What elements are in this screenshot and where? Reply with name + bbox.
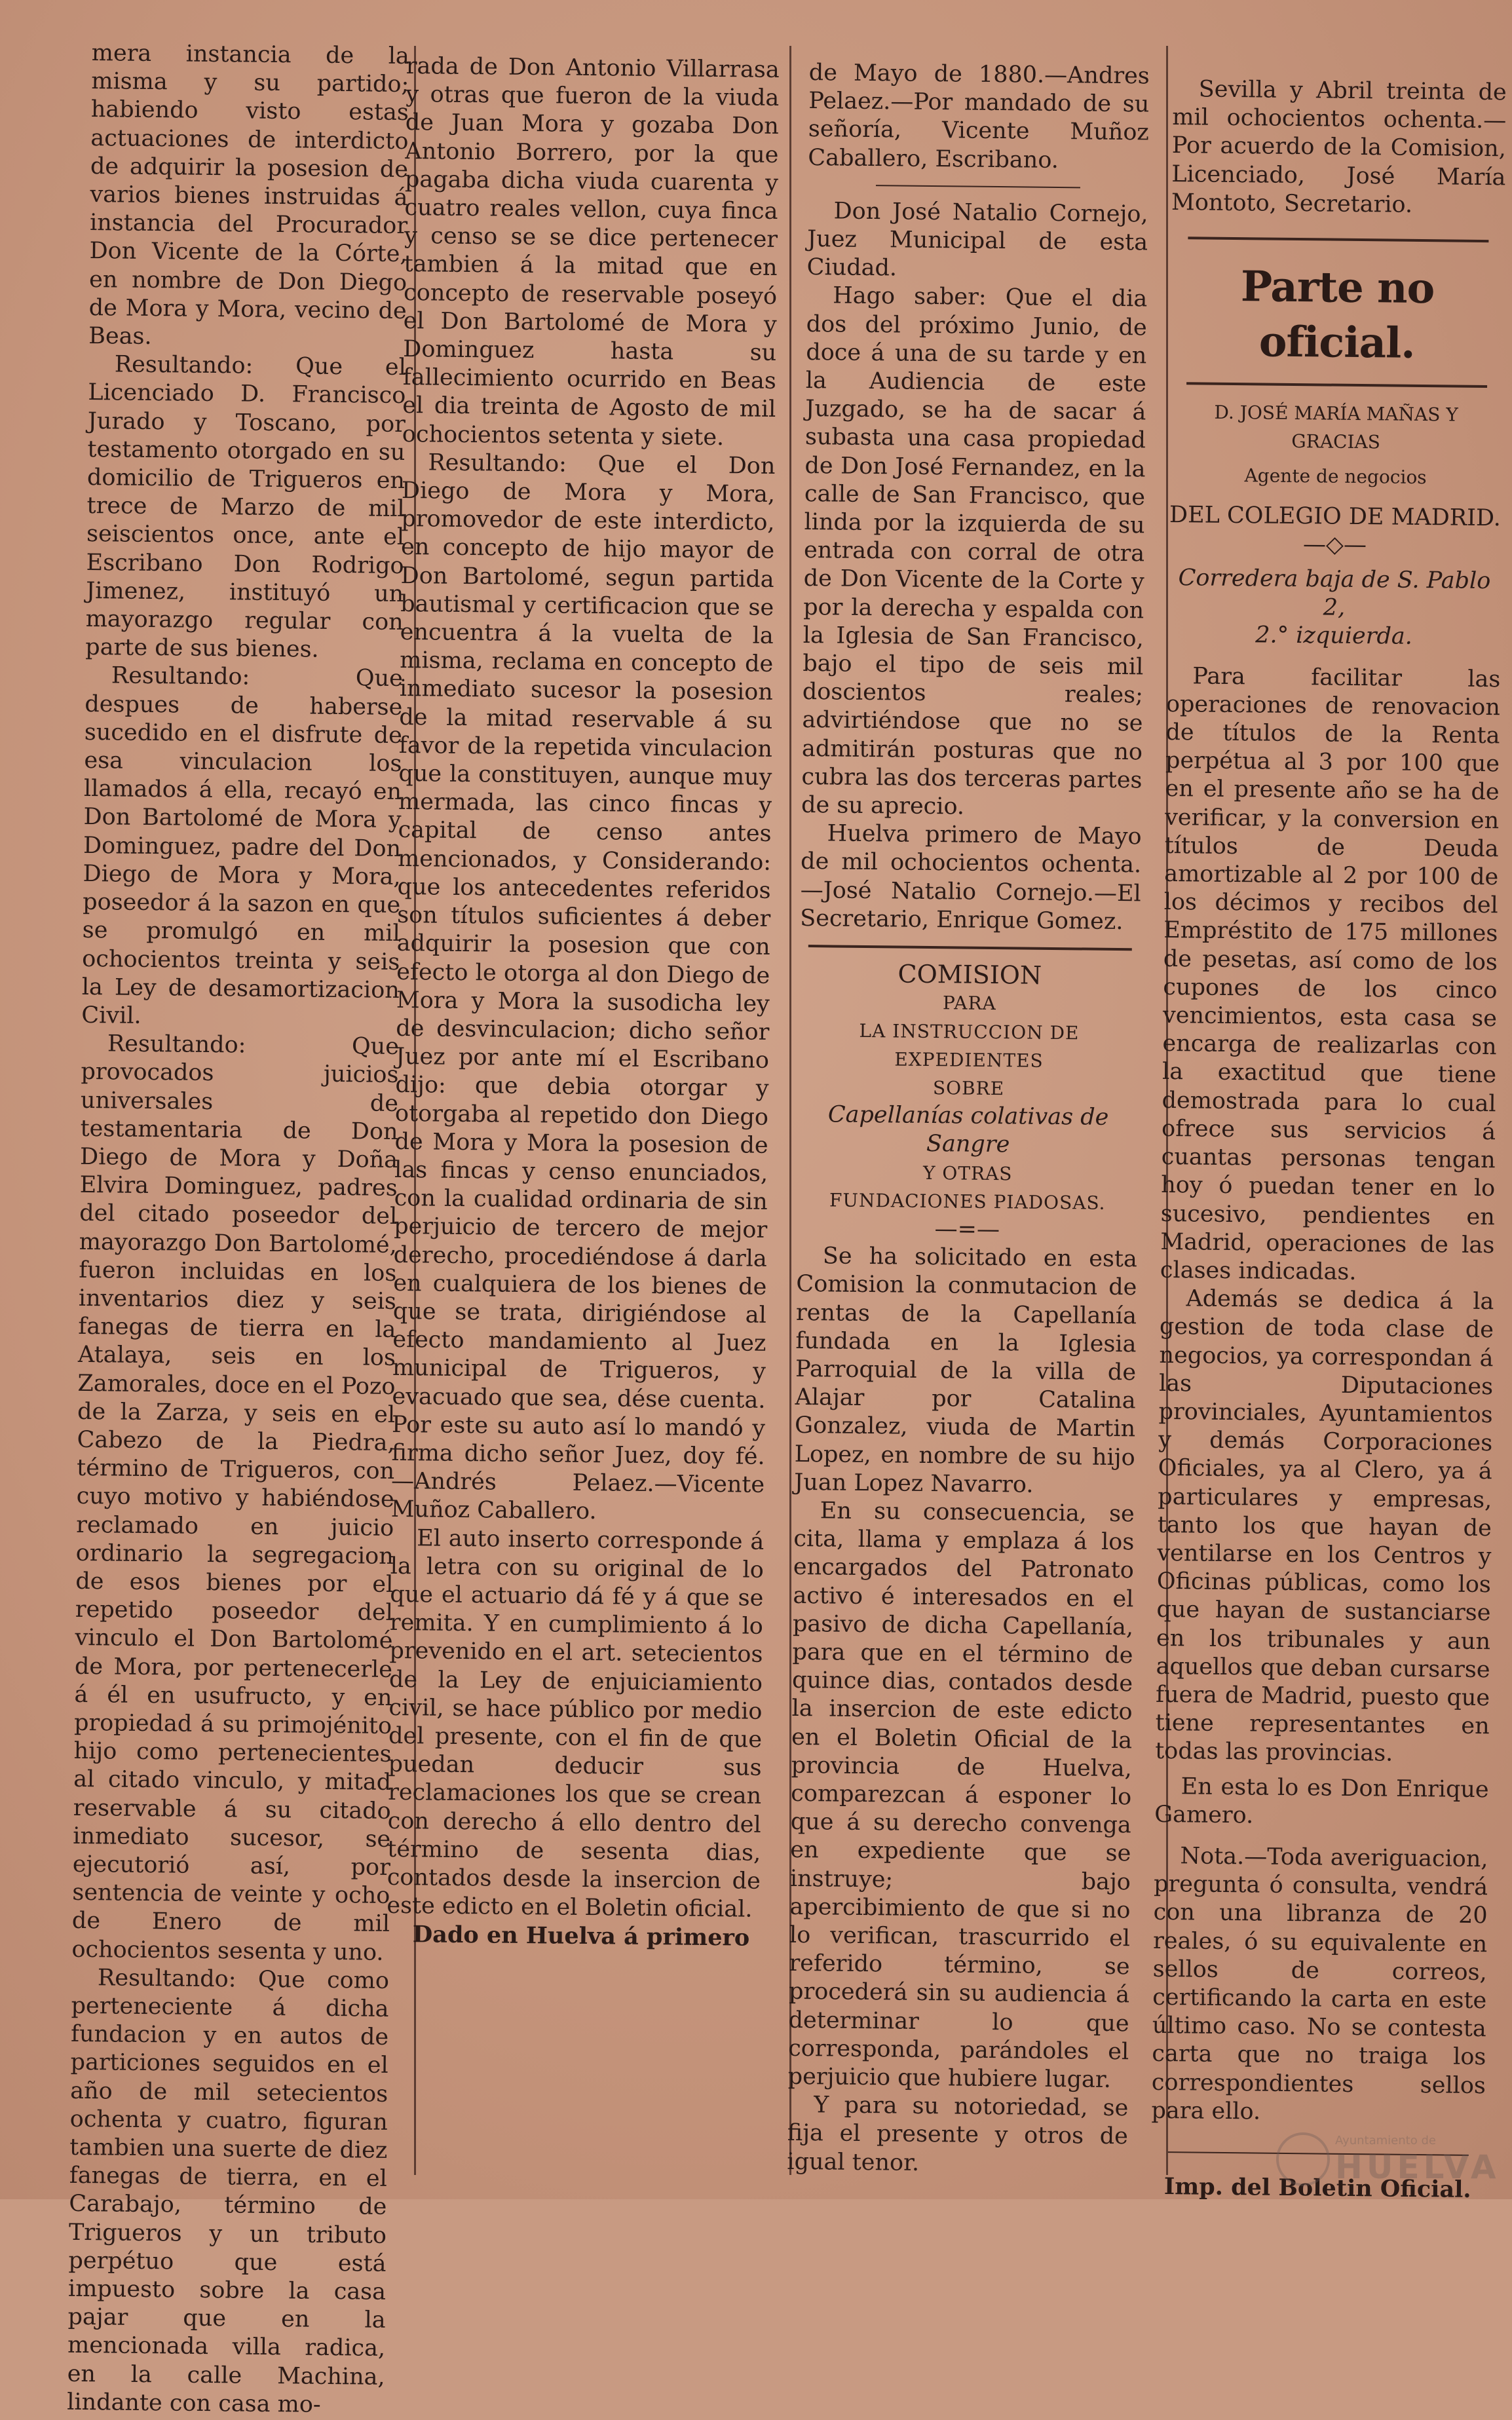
paragraph: Y para su notoriedad, se fija el presente y otros de igual tenor. <box>787 2092 1129 2176</box>
agent-name: D. JOSÉ MARÍA MAÑAS Y GRACIAS <box>1214 401 1458 453</box>
paragraph: Nota.—Toda averiguacion, pregunta ó consulta, vendrá con una libranza de 20 reales, ó su equivalente en sellos de correos, certificando la carta en este último caso. No se contesta carta que no traiga los correspondientes sellos para ello. <box>1151 1843 1488 2125</box>
paragraph: Hago saber: Que el dia dos del próximo Junio, de doce á una de su tarde y en la Audiencia de este Juzgado, se ha de sacar á subasta una casa propiedad de Don José Fernandez, en la calle de San Francisco, que linda por la izquierda de su entrada con corral de otra de Don Vicente de la Corte y por la derecha y espalda con la Iglesia de San Francisco, bajo el tipo de seis mil doscientos reales; advirtiéndose que no se admitirán posturas que no cubra las dos terceras partes de su aprecio. <box>801 282 1148 820</box>
archive-watermark <box>1270 2127 1500 2186</box>
column-3 <box>787 59 1150 2180</box>
comision-line: LA INSTRUCCION DE EXPEDIENTES <box>859 1019 1080 1072</box>
agent-role: Agente de negocios <box>1244 464 1427 489</box>
paragraph: Dado en Huelva á primero <box>412 1921 750 1952</box>
college-name: DEL COLEGIO DE MADRID. <box>1169 501 1502 531</box>
address-line: Corredera baja de S. Pablo 2, <box>1178 565 1491 622</box>
ornament-separator: —=— <box>934 1216 1000 1243</box>
paragraph: rada de Don Antonio Villarrasa y otras que fueron de la viuda de Juan Mora y gozaba Don Antonio Borrero, por la que pagaba dicha viuda cuarenta y cuatro reales vellon, cuya finca y censo se se dice pertenecer tambien á la mitad que en concepto de reservable poseyó el Don Bartolomé de Mora y Dominguez hasta su fallecimiento ocurrido en Beas el dia treinta de Agosto de mil ochocientos setenta y siete. <box>402 52 780 451</box>
comision-line: Capellanías colativas de Sangre <box>827 1101 1109 1158</box>
paragraph: Además se dedica á la gestion de toda clase de negocios, ya correspondan á las Diputaciones provinciales, Ayuntamientos y demás Corporaciones Oficiales, ya al Clero, ya á particulares y empresas, tanto los que hayan de ventilarse en los Centros y Oficinas públicas, como los que hayan de sustanciarse en los tribunales y aun aquellos que deban cursarse fuera de Madrid, puesto que tiene representantes en todas las provincias. <box>1155 1285 1494 1768</box>
paragraph: Se ha solicitado en esta Comision la conmutacion de rentas de la Capellanía fundada en la Iglesia Parroquial de la villa de Alajar por Catalina Gonzalez, viuda de Martin Lopez, en nombre de su hijo Juan Lopez Navarro. <box>794 1243 1138 1498</box>
imprint: Imp. del Boletin Oficial. <box>1163 2173 1471 2203</box>
comision-line: SOBRE <box>932 1076 1005 1100</box>
paragraph: mera instancia de la misma y su partido; habiendo visto estas actuaciones de interdicto de adquirir la posesion de varios bienes instruidas á instancia del Procurador Don Vicente de la Córte, en nombre de Don Diego de Mora y Mora, vecino de Beas. <box>88 39 409 350</box>
paragraph: En su consecuencia, se cita, llama y emplaza á los encargados del Patronato activo é interesados en el pasivo de dicha Capellanía, para que en el término de quince dias, contados desde la insercion de este edicto en el Boletin Oficial de la provincia de Huelva, comparezcan á esponer lo que á su derecho convenga en expediente que se instruye; bajo apercibimiento de que si no lo verifican, trascurrido el referido término, se procederá sin su audiencia á determinar lo que corresponda, parándoles el perjuicio que hubiere lugar. <box>787 1498 1135 2094</box>
watermark-top: Ayuntamiento de <box>1335 2134 1436 2147</box>
column-1 <box>67 39 409 2420</box>
comision-line: PARA <box>942 992 996 1015</box>
paragraph: Huelva primero de Mayo de mil ochocientos ochenta. —José Natalio Cornejo.—El Secretario, Enrique Gomez. <box>800 820 1142 935</box>
city-seal-icon <box>1276 2132 1330 2186</box>
paragraph: Para facilitar las operaciones de renovacion de títulos de la Renta perpétua al 3 por 100 que en el presente año se ha de verificar, y la conversion en títulos de Deuda amortizable al 2 por 100 de los décimos y recibos del Empréstito de 175 millones de pesetas, así como de los cupones de los cinco vencimientos, esta casa se encarga de realizarlas con la exactitud que tiene demostrada para lo cual ofrece sus servicios á cuantas personas tengan hoy ó puedan tener en lo sucesivo, pendientes en Madrid, operaciones de las clases indicadas. <box>1160 663 1501 1285</box>
paragraph: Resultando: Que como perteneciente á dicha fundacion y en autos de particiones seguidos en el año de mil setecientos ochenta y cuatro, figuran tambien una suerte de diez fanegas de tierra, en el Carabajo, término de Trigueros y un tributo perpétuo que está impuesto sobre la casa pajar que en la mencionada villa radica, en la calle Machina, lindante con casa mo- <box>67 1965 390 2418</box>
separator <box>1186 382 1487 388</box>
paragraph: En esta lo es Don Enrique Gamero. <box>1154 1773 1489 1829</box>
separator <box>808 945 1132 951</box>
separator <box>1188 236 1488 242</box>
paragraph: Resultando: Que despues de haberse sucedido en el disfrute de esa vinculacion los llamados á ella, recayó en Don Bartolomé de Mora y Dominguez, padre del Don Diego de Mora y Mora, poseedor á la sazon en que se promulgó en mil ochocientos treinta y seis la Ley de desamortizacion Civil. <box>81 662 404 1029</box>
comision-line: Y OTRAS <box>922 1162 1013 1184</box>
paragraph: de Mayo de 1880.—Andres Pelaez.—Por mandado de su señoría, Vicente Muñoz Caballero, Escribano. <box>808 59 1150 174</box>
column-4 <box>1150 75 1507 2204</box>
edict-header: Don José Natalio Cornejo, Juez Municipal de esta Ciudad. <box>806 198 1148 282</box>
paragraph: Resultando: Que el Don Diego de Mora y Mora, promovedor de este interdicto, en concepto de hijo mayor de Don Bartolomé, segun partida bautismal y certificacion que se encuentra á la vuelta de la misma, reclama en concepto de inmediato sucesor la posesion de la mitad reservable á su favor de la repetida vinculacion que la constituyen, aunque muy mermada, las cinco fincas y capital de censo antes mencionados, y Considerando: que los antecedentes referidos son títulos suficientes á deber adquirir la posesion que con efecto le otorga al don Diego de Mora y Mora la susodicha ley de desvinculacion; dicho señor Juez por ante mí el Escribano dijo: que debia otorgar y otorgaba al repetido don Diego de Mora y Mora la posesion de las fincas y censo enunciados, con la cualidad ordinaria de sin perjuicio de tercero de mejor derecho, procediéndose á darla en cualquiera de los bienes de que se trata, dirigiéndose al efecto mandamiento al Juez municipal de Trigueros, y evacuado que sea, dése cuenta. Por este su auto así lo mandó y firma dicho señor Juez, doy fé.—Andrés Pelaez.—Vicente Muñoz Caballero. <box>390 449 776 1525</box>
separator <box>876 185 1080 188</box>
paragraph: Sevilla y Abril treinta de mil ochocientos ochenta.—Por acuerdo de la Comision, Licenciado, José María Montoto, Secretario. <box>1171 76 1507 218</box>
ornament-separator: —◇— <box>1302 531 1367 558</box>
watermark-main: HUELVA <box>1335 2148 1500 2186</box>
paragraph: Resultando: Que provocados juicios universales de testamentaria de Don Diego de Mora y Doña Elvira Dominguez, padres del citado poseedor del mayorazgo Don Bartolomé, fueron incluidas en los inventarios diez y seis fanegas de tierra en la Atalaya, seis en los Zamorales, doce en el Pozo de la Zarza, y seis en el Cabezo de la Piedra, término de Trigueros, con cuyo motivo y habiéndose reclamado en juicio ordinario la segregacion de esos bienes por el repetido poseedor del vinculo el Don Bartolomé de Mora, por pertenecerle á él en usufructo, y en propiedad á su primojénito hijo como pertenecientes al citado vinculo, y mitad reservable á su citado inmediato sucesor, se ejecutorió así, por sentencia de veinte y ocho de Enero de mil ochocientos sesenta y uno. <box>71 1030 400 1966</box>
paragraph: El auto inserto corresponde á la letra con su original de lo que el actuario dá fé y á que se remita. Y en cumplimiento á lo prevenido en el art. setecientos de la Ley de enjuiciamiento civil, se hace público por medio del presente, con el fin de que puedan deducir sus reclamaciones los que se crean con derecho á ello dentro del término de sesenta dias, contados desde la insercion de este edicto en el Boletin oficial. <box>387 1524 765 1923</box>
paragraph: Resultando: Que el Licenciado D. Francisco Jurado y Toscano, por testamento otorgado en su domicilio de Trigueros en trece de Marzo de mil seiscientos once, ante el Escribano Don Rodrigo Jimenez, instituyó un mayorazgo regular con parte de sus bienes. <box>85 351 406 663</box>
comision-title: COMISION <box>898 959 1042 990</box>
column-2 <box>387 52 780 1952</box>
comision-heading <box>797 959 1140 1245</box>
section-title: Parte no oficial. <box>1240 262 1435 368</box>
comision-line: FUNDACIONES PIADOSAS. <box>829 1189 1106 1214</box>
address-line: 2.° izquierda. <box>1255 622 1413 651</box>
